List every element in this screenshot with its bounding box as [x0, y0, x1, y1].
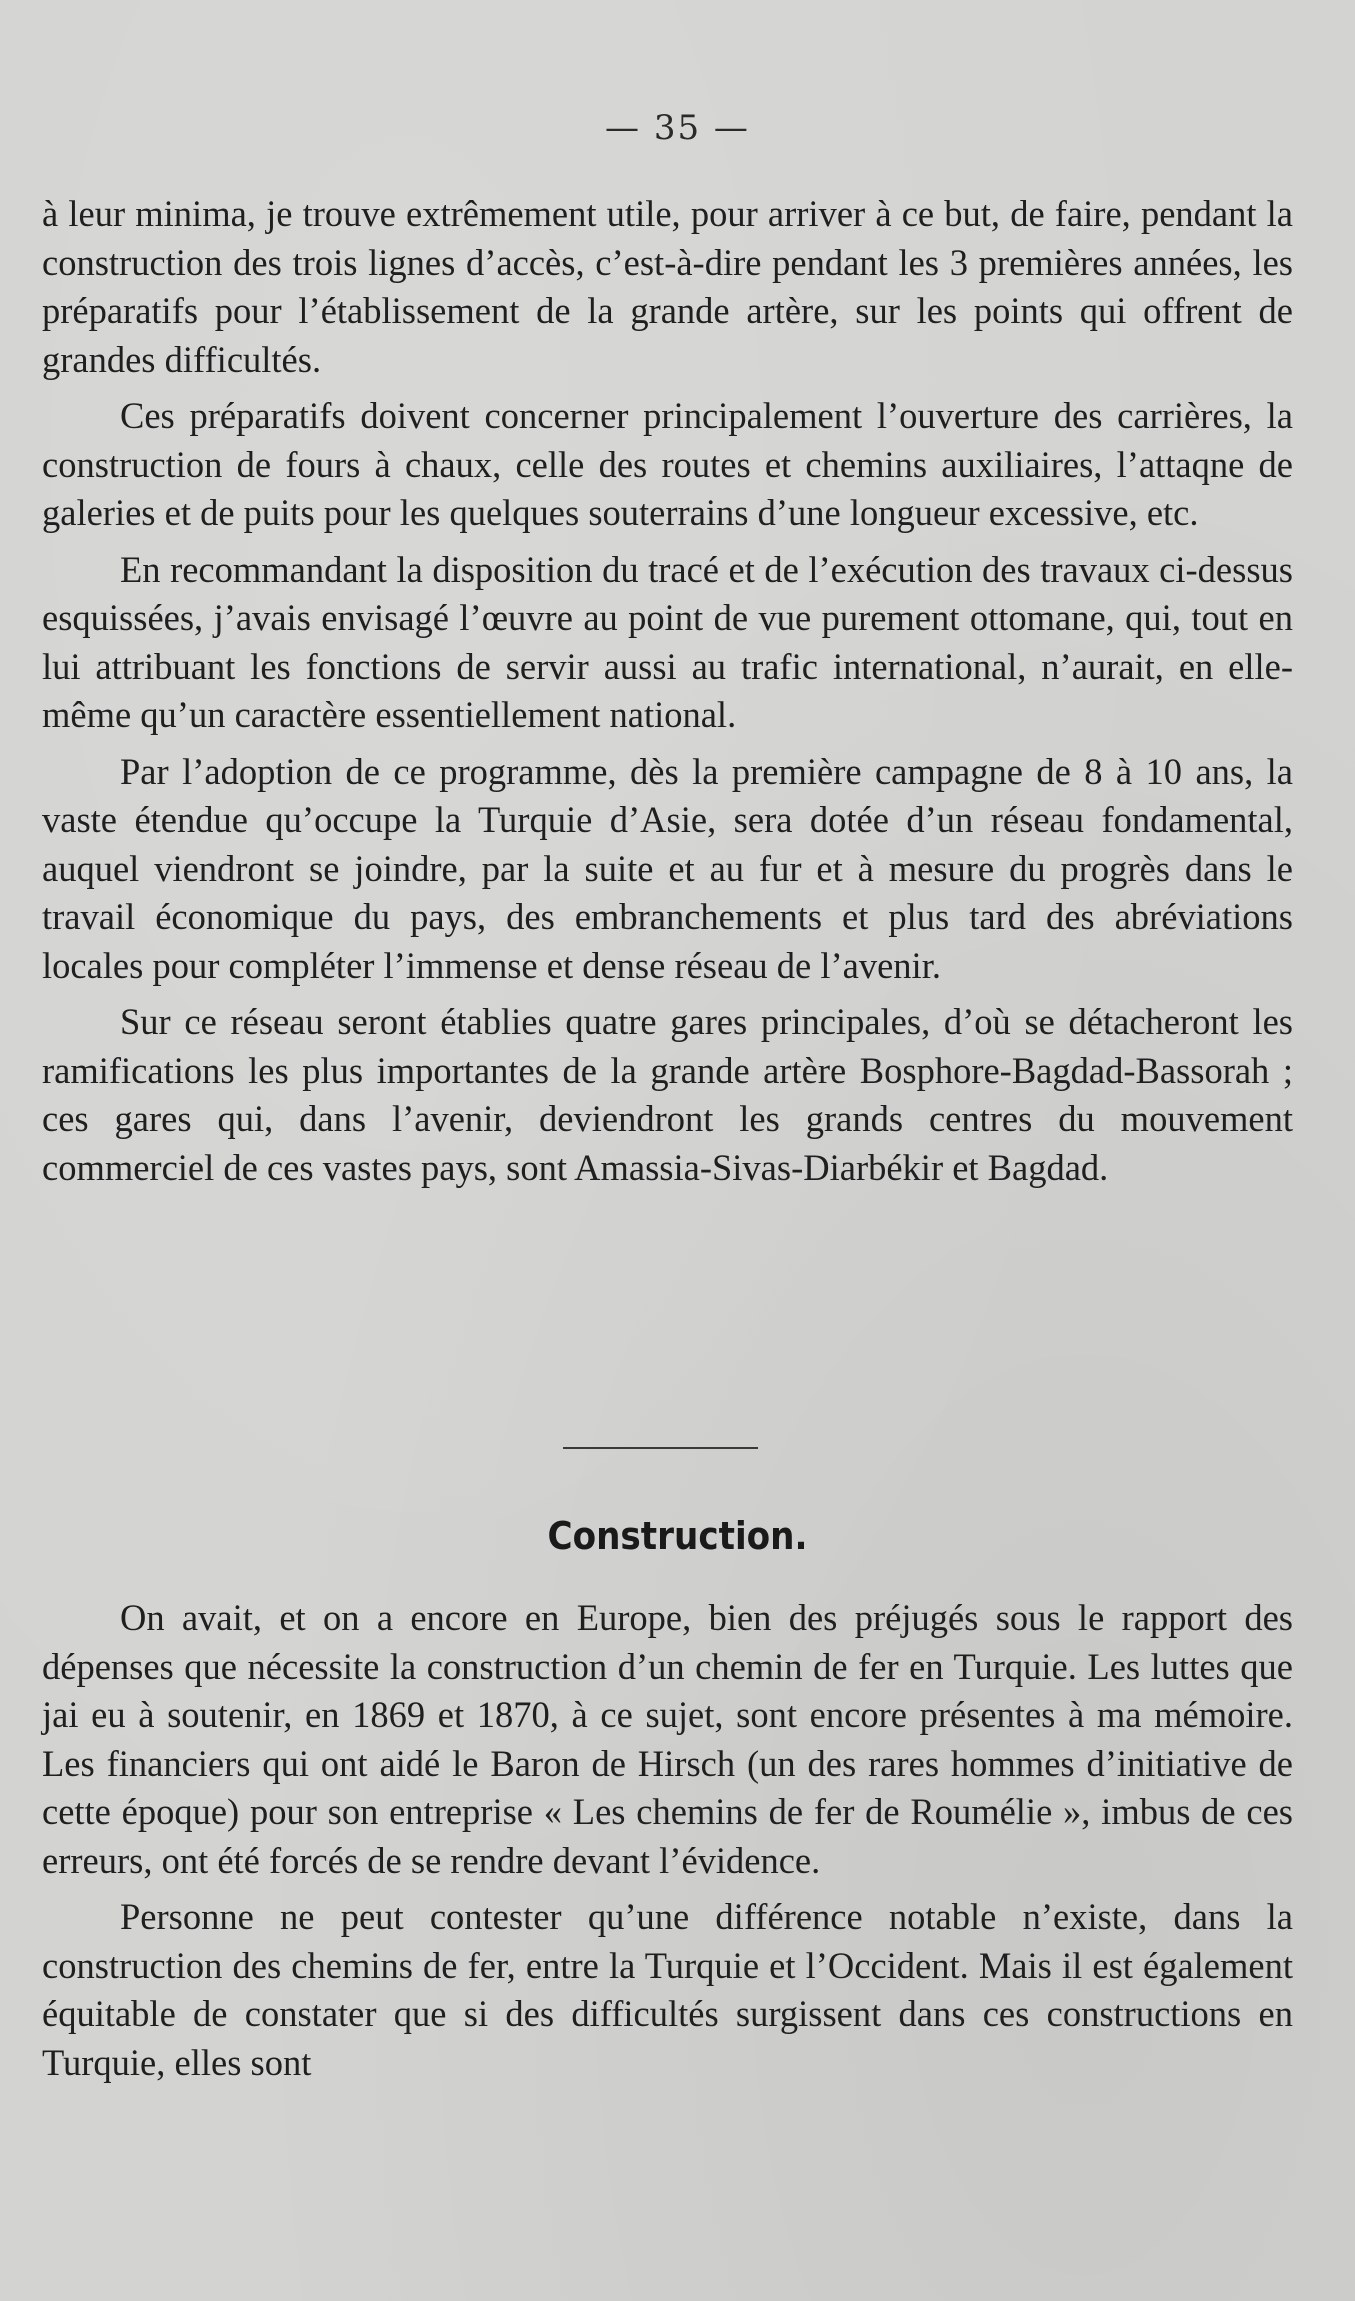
paragraph-recommandant: En recommandant la disposition du tracé et de l’exécution des travaux ci-dessus esquissées, j’avais envisagé l’œuvre au point de vue purement ottomane, qui, tout en lui attribuant les fonctions de servir aussi au trafic international, n’aurait, en elle-même qu’un caractère essentiellement national. [42, 548, 1293, 735]
body-text-section-one [42, 190, 1293, 1200]
paragraph-programme: Par l’adoption de ce programme, dès la première campagne de 8 à 10 ans, la vaste étendue qu’occupe la Turquie d’Asie, sera dotée d’un réseau fondamental, auquel viendront se joindre, par la suite et au fur et à mesure du progrès dans le travail économique du pays, des embranchements et plus tard des abréviations locales pour compléter l’immense et dense réseau de l’avenir. [42, 750, 1293, 986]
paragraph-reseau: Sur ce réseau seront établies quatre gares principales, d’où se détacheront les ramifications les plus importantes de la grande artère Bosphore-Bagdad-Bassorah ; ces gares qui, dans l’avenir, deviendront les grands centres du mouvement commerciel de ces vastes pays, sont Amassia-Sivas-Diarbékir et Bagdad. [42, 1001, 1293, 1188]
paragraph-continued: à leur minima, je trouve extrêmement utile, pour arriver à ce but, de faire, pendant la construction des trois lignes d’accès, c’est-à-dire pendant les 3 premières années, les préparatifs pour l’établissement de la grande artère, sur les points qui offrent de grandes difficultés. [42, 193, 1293, 380]
page-number: — 35 — [605, 108, 750, 148]
paragraph-difference: Personne ne peut contester qu’une différence notable n’existe, dans la construction des chemins de fer, entre la Turquie et l’Occident. Mais il est également équitable de constater que si des difficultés surgissent dans ces constructions en Turquie, elles sont [42, 1896, 1293, 2083]
section-heading-construction: Construction. [547, 1514, 808, 1558]
body-text-section-two [42, 1594, 1293, 2095]
paragraph-preparatifs: Ces préparatifs doivent concerner principalement l’ouverture des carrières, la construction de fours à chaux, celle des routes et chemins auxiliaires, l’attaqne de galeries et de puits pour les quelques souterrains d’une longueur excessive, etc. [42, 395, 1293, 533]
section-divider [563, 1447, 758, 1449]
paragraph-prejuges: On avait, et on a encore en Europe, bien des préjugés sous le rapport des dépenses que nécessite la construction d’un chemin de fer en Turquie. Les luttes que jai eu à soutenir, en 1869 et 1870, à ce sujet, sont encore présentes à ma mémoire. Les financiers qui ont aidé le Baron de Hirsch (un des rares hommes d’initiative de cette époque) pour son entreprise « Les chemins de fer de Roumélie », imbus de ces erreurs, ont été forcés de se rendre devant l’évidence. [42, 1597, 1293, 1881]
